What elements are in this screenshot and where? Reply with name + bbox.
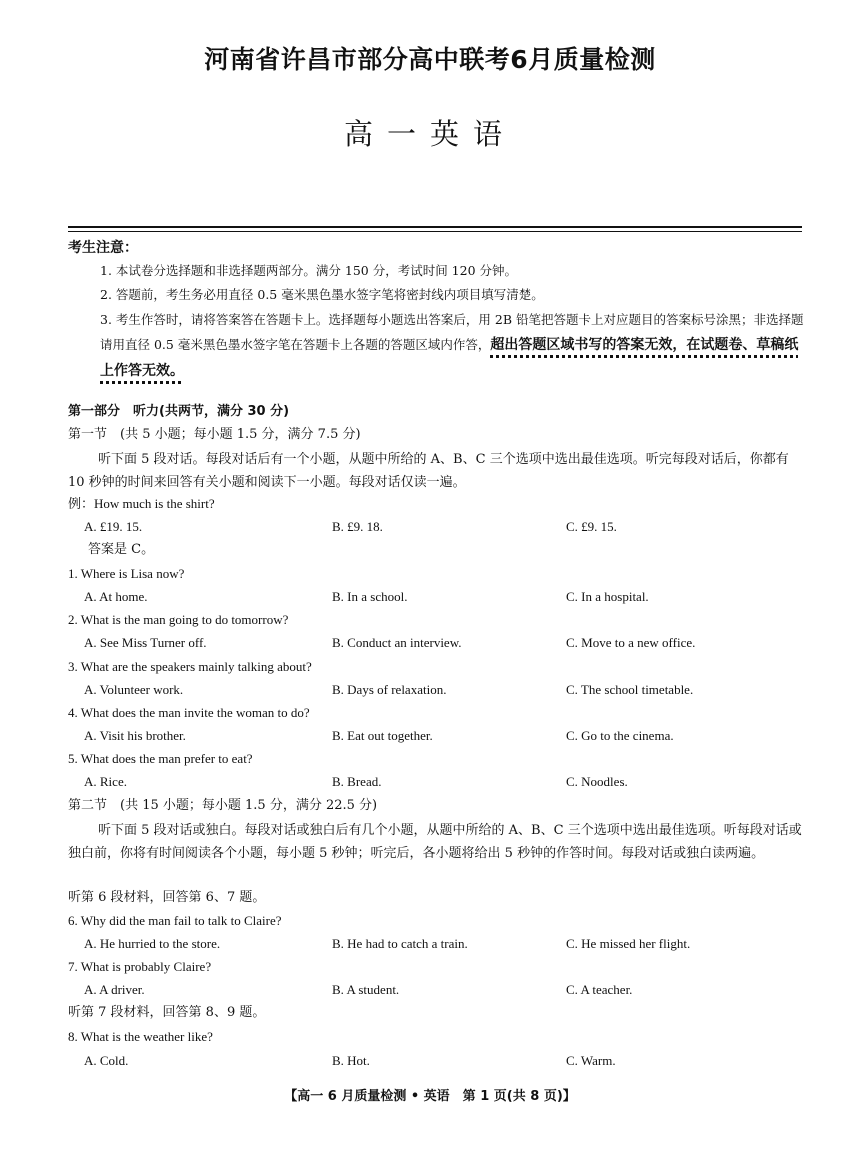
- question-3: 3. What are the speakers mainly talking about?: [68, 659, 312, 674]
- q1-option-c: C. In a hospital.: [566, 589, 649, 604]
- example-option-b: B. £9. 18.: [332, 519, 383, 534]
- header-rule-thick: [68, 226, 802, 228]
- question-4: 4. What does the man invite the woman to do?: [68, 705, 310, 720]
- q4-option-c: C. Go to the cinema.: [566, 728, 674, 743]
- notice-item-3-emphasis: 超出答题区域书写的答案无效，在试题卷、草稿纸上作答无效。: [100, 337, 799, 379]
- q5-option-b: B. Bread.: [332, 774, 382, 789]
- q3-option-b: B. Days of relaxation.: [332, 682, 447, 697]
- section2-heading: 第二节 (共 15 小题；每小题 1.5 分，满分 22.5 分): [68, 798, 378, 813]
- exam-subject: 高一英语: [343, 117, 516, 151]
- q7-option-b: B. A student.: [332, 982, 400, 997]
- header-rule-thin: [68, 231, 802, 232]
- q4-option-a: A. Visit his brother.: [84, 728, 186, 743]
- q6-option-c: C. He missed her flight.: [566, 936, 691, 951]
- q8-option-c: C. Warm.: [566, 1053, 616, 1068]
- section1-instructions: 听下面 5 段对话。每段对话后有一个小题，从题中所给的 A、B、C 三个选项中选出最佳选项。听完每段对话后，你都有 10 秒钟的时间来回答有关小题和阅读下一小题。每段对话仅读一遍。: [68, 452, 789, 490]
- material-7-note: 听第 7 段材料，回答第 8、9 题。: [68, 1005, 266, 1020]
- question-8: 8. What is the weather like?: [68, 1029, 213, 1044]
- q6-option-b: B. He had to catch a train.: [332, 936, 468, 951]
- notice-heading: 考生注意：: [68, 240, 138, 256]
- q6-option-a: A. He hurried to the store.: [84, 936, 221, 951]
- question-7: 7. What is probably Claire?: [68, 959, 212, 974]
- q4-option-b: B. Eat out together.: [332, 728, 433, 743]
- q7-option-c: C. A teacher.: [566, 982, 633, 997]
- question-6: 6. Why did the man fail to talk to Claire?: [68, 913, 282, 928]
- q1-option-a: A. At home.: [84, 589, 148, 604]
- notice-item-2: 2. 答题前，考生务必用直径 0.5 毫米黑色墨水签字笔将密封线内项目填写清楚。: [100, 287, 544, 302]
- q5-option-c: C. Noodles.: [566, 774, 628, 789]
- section2-instructions: 听下面 5 段对话或独白。每段对话或独白后有几个小题，从题中所给的 A、B、C 三个选项中选出最佳选项。听每段对话或独白前，你将有时间阅读各个小题，每小题 5 秒钟；听完后，各小题将给出 5 秒钟的作答时间。每段对话或独白读两遍。: [68, 823, 802, 861]
- page-footer: 【高一 6 月质量检测 • 英语 第 1 页(共 8 页)】: [284, 1089, 576, 1104]
- notice-item-1: 1. 本试卷分选择题和非选择题两部分。满分 150 分，考试时间 120 分钟。: [100, 263, 518, 278]
- q5-option-a: A. Rice.: [84, 774, 127, 789]
- q7-option-a: A. A driver.: [84, 982, 145, 997]
- example-option-a: A. £19. 15.: [84, 519, 143, 534]
- q8-option-a: A. Cold.: [84, 1053, 129, 1068]
- q2-option-c: C. Move to a new office.: [566, 635, 696, 650]
- q2-option-a: A. See Miss Turner off.: [84, 635, 207, 650]
- q8-option-b: B. Hot.: [332, 1053, 370, 1068]
- material-6-note: 听第 6 段材料，回答第 6、7 题。: [68, 890, 266, 905]
- notice-item-3-text: 3. 考生作答时，请将答案答在答题卡上。选择题每小题选出答案后，用 2B 铅笔把答题卡上对应题目的答案标号涂黑；非选择题请用直径 0.5 毫米黑色墨水签字笔在答题卡上各题的答题区域内作答，: [100, 312, 804, 352]
- example-option-c: C. £9. 15.: [566, 519, 617, 534]
- q3-option-c: C. The school timetable.: [566, 682, 694, 697]
- section1-heading: 第一节 (共 5 小题；每小题 1.5 分，满分 7.5 分): [68, 427, 361, 442]
- part1-heading: 第一部分 听力(共两节，满分 30 分): [68, 404, 290, 419]
- question-1: 1. Where is Lisa now?: [68, 566, 185, 581]
- exam-title: 河南省许昌市部分高中联考6月质量检测: [204, 45, 656, 74]
- question-2: 2. What is the man going to do tomorrow?: [68, 612, 289, 627]
- q3-option-a: A. Volunteer work.: [84, 682, 184, 697]
- q2-option-b: B. Conduct an interview.: [332, 635, 462, 650]
- example-question: 例：How much is the shirt?: [68, 496, 215, 511]
- q1-option-b: B. In a school.: [332, 589, 408, 604]
- question-5: 5. What does the man prefer to eat?: [68, 751, 253, 766]
- example-answer: 答案是 C。: [88, 542, 155, 557]
- notice-item-3: [100, 307, 805, 384]
